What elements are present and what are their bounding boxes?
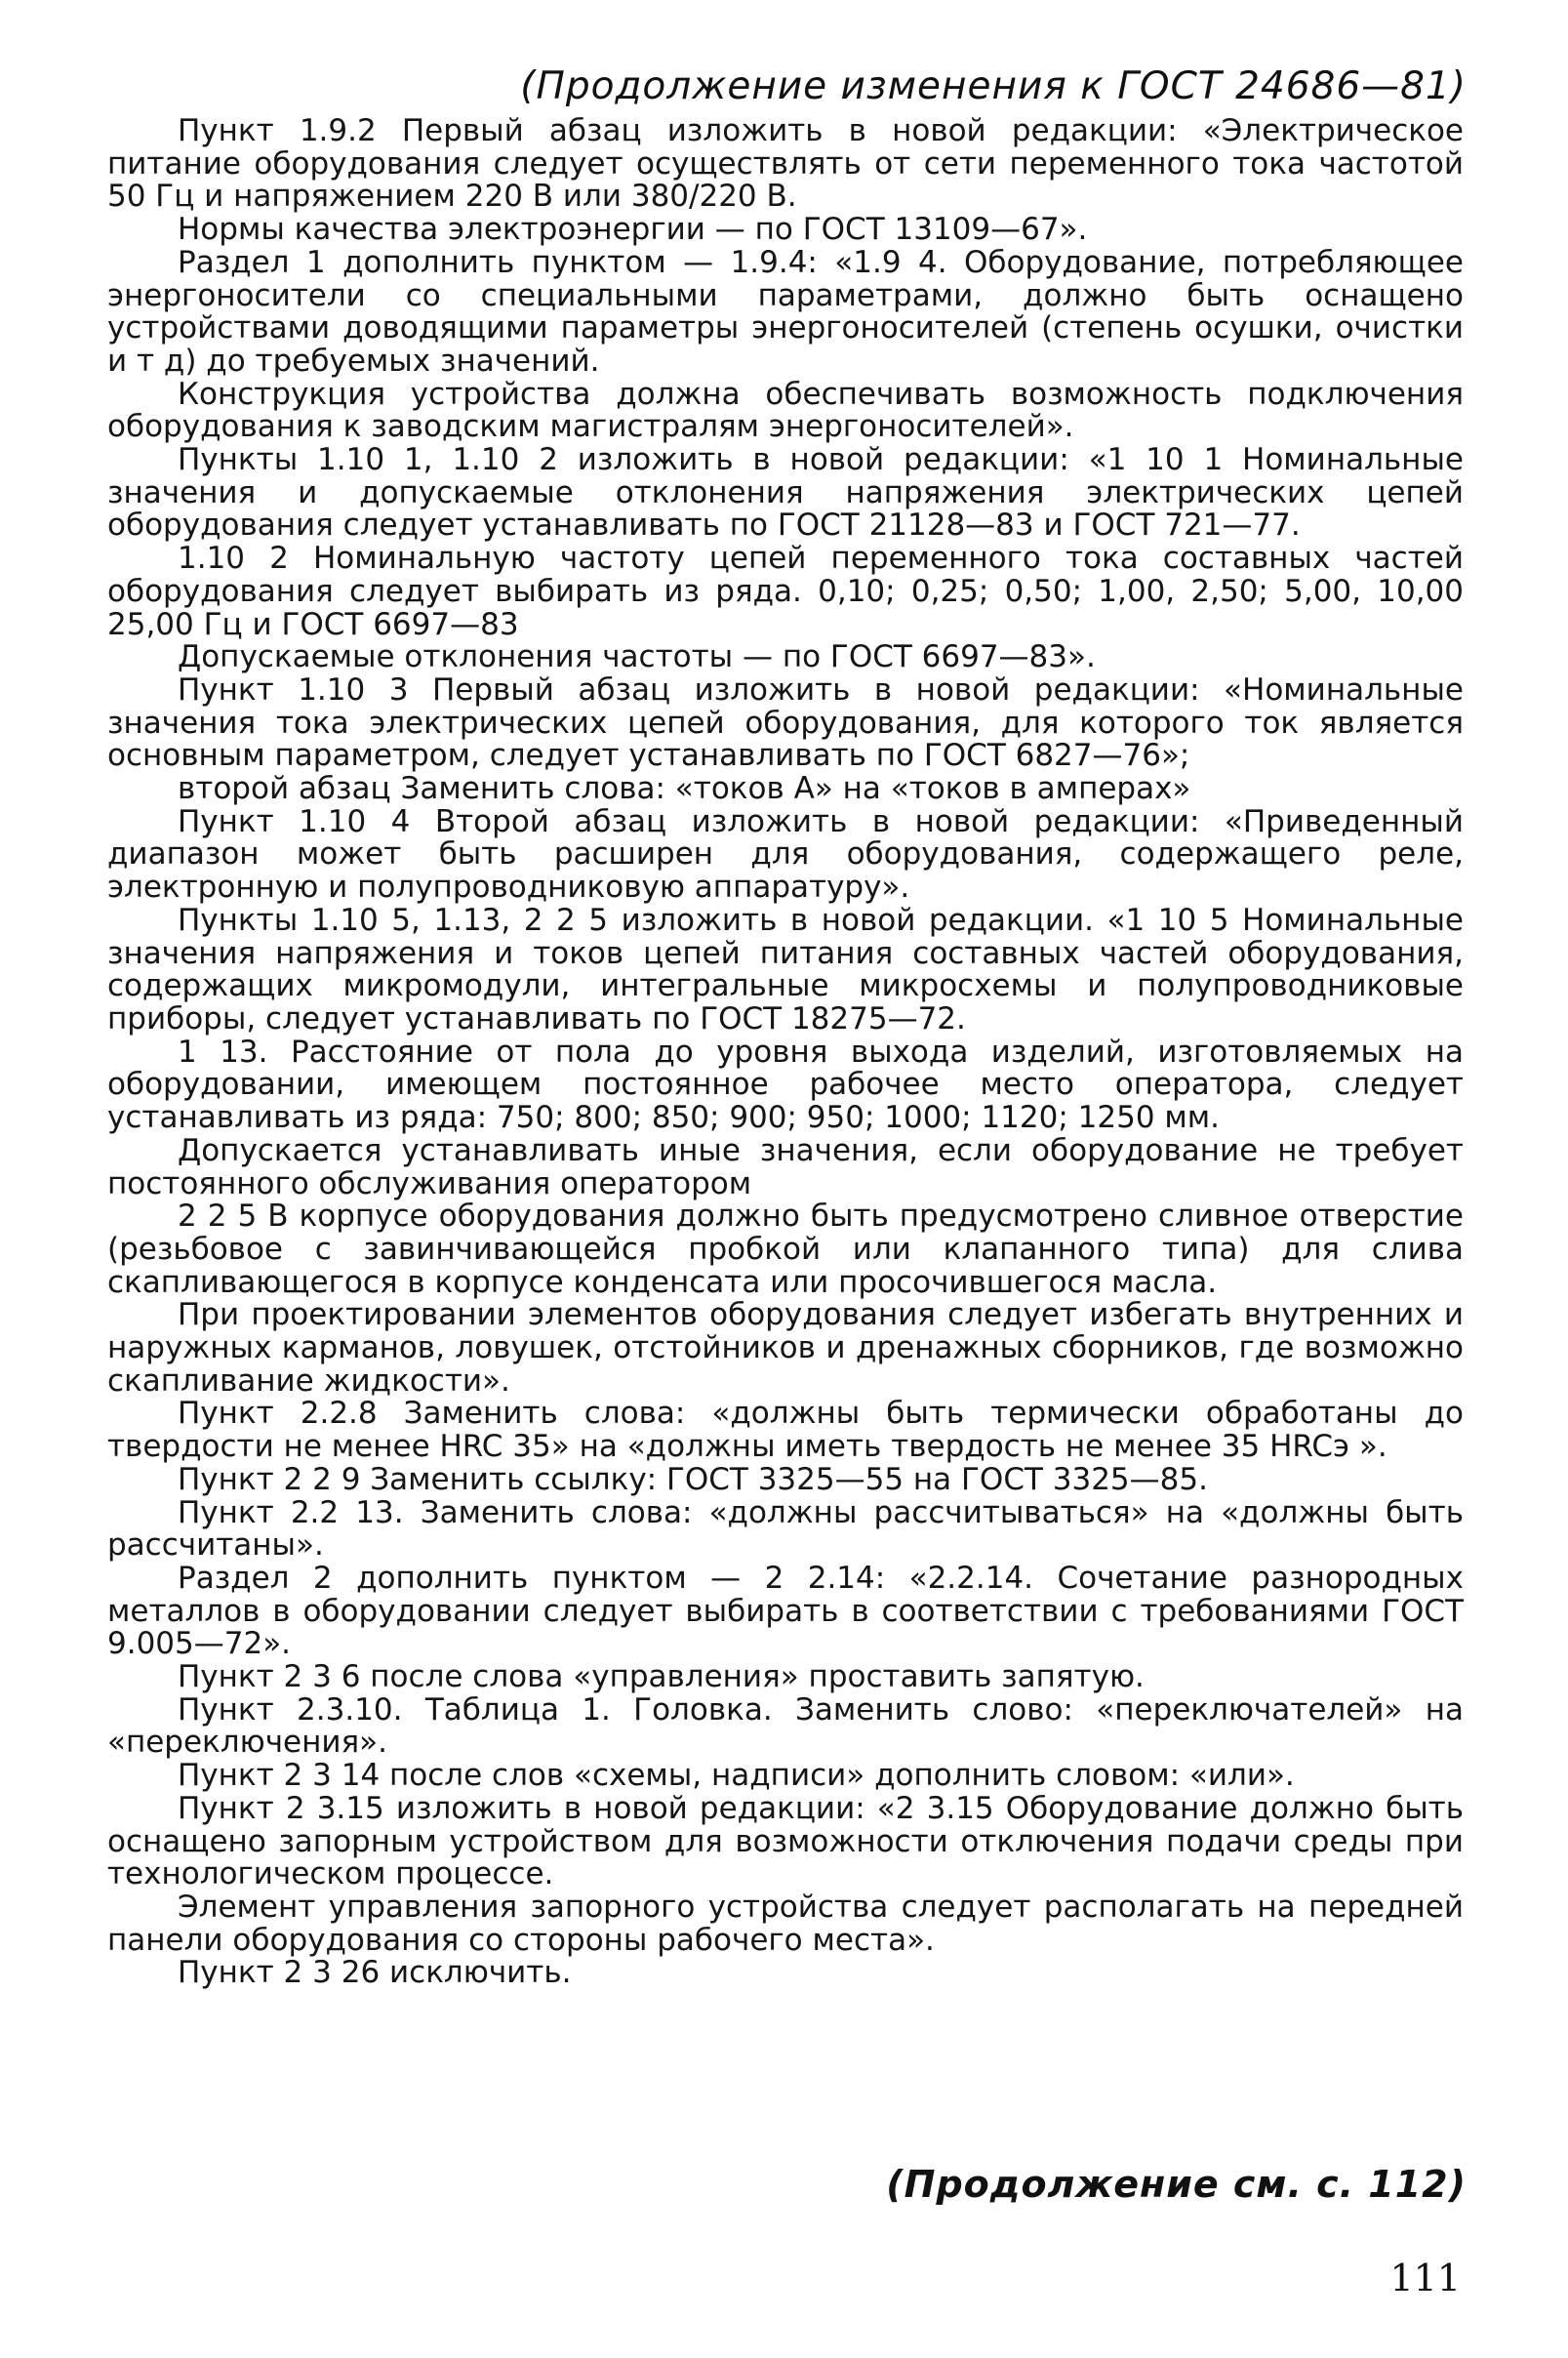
paragraph: Пункт 2 2 9 Заменить ссылку: ГОСТ 3325—55 на ГОСТ 3325—85. (178, 1461, 1208, 1497)
paragraph: Пункт 2 3.15 изложить в новой редакции: «2 3.15 Оборудование должно быть оснащено запорным устройством для возможности отключения подачи среды при технологическом процессе. (107, 1790, 1464, 1892)
paragraph: Пункт 1.9.2 Первый абзац изложить в новой редакции: «Электрическое питание оборудования следует осуществлять от сети переменного тока частотой 50 Гц и напряжением 220 В или 380/220 В. (107, 113, 1464, 215)
paragraph: Раздел 2 дополнить пунктом — 2 2.14: «2.2.14. Сочетание разнородных металлов в оборудовании следует выбирать в соответствии с требованиями ГОСТ 9.005—72». (107, 1560, 1464, 1662)
paragraph: 1.10 2 Номинальную частоту цепей переменного тока составных частей оборудования следует выбирать из ряда. 0,10; 0,25; 0,50; 1,00, 2,50; 5,00, 10,00 25,00 Гц и ГОСТ 6697—83 (107, 541, 1464, 642)
paragraph: второй абзац Заменить слова: «токов А» на «токов в амперах» (178, 771, 1191, 807)
paragraph: Пункт 2.2.8 Заменить слова: «должны быть термически обработаны до твердости не менее HRC 35» на «должны иметь твердость не менее 35 HRCэ ». (107, 1396, 1464, 1465)
page-number: 111 (1389, 2256, 1461, 2299)
paragraph: Пункт 2 3 6 после слова «управления» проставить запятую. (178, 1659, 1145, 1695)
paragraph: Элемент управления запорного устройства следует располагать на передней панели оборудования со стороны рабочего места». (107, 1889, 1464, 1958)
paragraph: Конструкция устройства должна обеспечивать возможность подключения оборудования к заводским магистралям энергоносителей». (107, 376, 1464, 445)
paragraph: Пункт 1.10 3 Первый абзац изложить в новой редакции: «Номинальные значения тока электрических цепей оборудования, для которого ток является основным параметром, следует устанавливать по ГОСТ 6827—76»; (107, 671, 1464, 774)
paragraph: Допускаемые отклонения частоты — по ГОСТ 6697—83». (178, 639, 1096, 675)
paragraph: Пункты 1.10 5, 1.13, 2 2 5 изложить в новой редакции. «1 10 5 Номинальные значения напряжения и токов цепей питания составных частей оборудования, содержащих микромодули, интегральные микросхемы и полупроводниковые приборы, следует устанавливать по ГОСТ 18275—72. (107, 902, 1464, 1037)
paragraph: Раздел 1 дополнить пунктом — 1.9.4: «1.9 4. Оборудование, потребляющее энергоносители со специальными параметрами, должно быть оснащено устройствами доводящими параметры энергоносителей (степень осушки, очистки и т д) до требуемых значений. (107, 244, 1464, 379)
paragraph: Пункт 2 3 26 исключить. (178, 1955, 572, 1991)
paragraph: 1 13. Расстояние от пола до уровня выхода изделий, изготовляемых на оборудовании, имеющем постоянное рабочее место оператора, следует устанавливать из ряда: 750; 800; 850; 900; 950; 1000; 1120; 1250 мм. (107, 1034, 1464, 1136)
paragraph: Пункт 2.2 13. Заменить слова: «должны рассчитываться» на «должны быть рассчитаны». (107, 1494, 1464, 1564)
paragraph: Допускается устанавливать иные значения, если оборудование не требует постоянного обслуживания оператором (107, 1132, 1464, 1201)
paragraph: Пункт 2 3 14 после слов «схемы, надписи» дополнить словом: «или». (178, 1758, 1295, 1794)
document-body (107, 115, 1464, 1990)
paragraph: Пункт 2.3.10. Таблица 1. Головка. Заменить слово: «переключателей» на «переключения». (107, 1691, 1464, 1761)
paragraph: 2 2 5 В корпусе оборудования должно быть предусмотрено сливное отверстие (резьбовое с завинчивающейся пробкой или клапанного типа) для слива скапливающегося в корпусе конденсата или просочившегося масла. (107, 1199, 1464, 1300)
running-title: (Продолжение изменения к ГОСТ 24686—81) (520, 64, 1467, 108)
paragraph: При проектировании элементов оборудования следует избегать внутренних и наружных карманов, ловушек, отстойников и дренажных сборников, где возможно скапливание жидкости». (107, 1297, 1464, 1399)
continuation-note: (Продолжение см. с. 112) (886, 2163, 1467, 2206)
paragraph: Пункт 1.10 4 Второй абзац изложить в новой редакции: «Приведенный диапазон может быть расширен для оборудования, содержащего реле, электронную и полупроводниковую аппаратуру». (107, 803, 1464, 906)
paragraph: Нормы качества электроэнергии — по ГОСТ 13109—67». (178, 212, 1088, 248)
paragraph: Пункты 1.10 1, 1.10 2 изложить в новой редакции: «1 10 1 Номинальные значения и допускаемые отклонения напряжения электрических цепей оборудования следует устанавливать по ГОСТ 21128—83 и ГОСТ 721—77. (107, 442, 1464, 544)
